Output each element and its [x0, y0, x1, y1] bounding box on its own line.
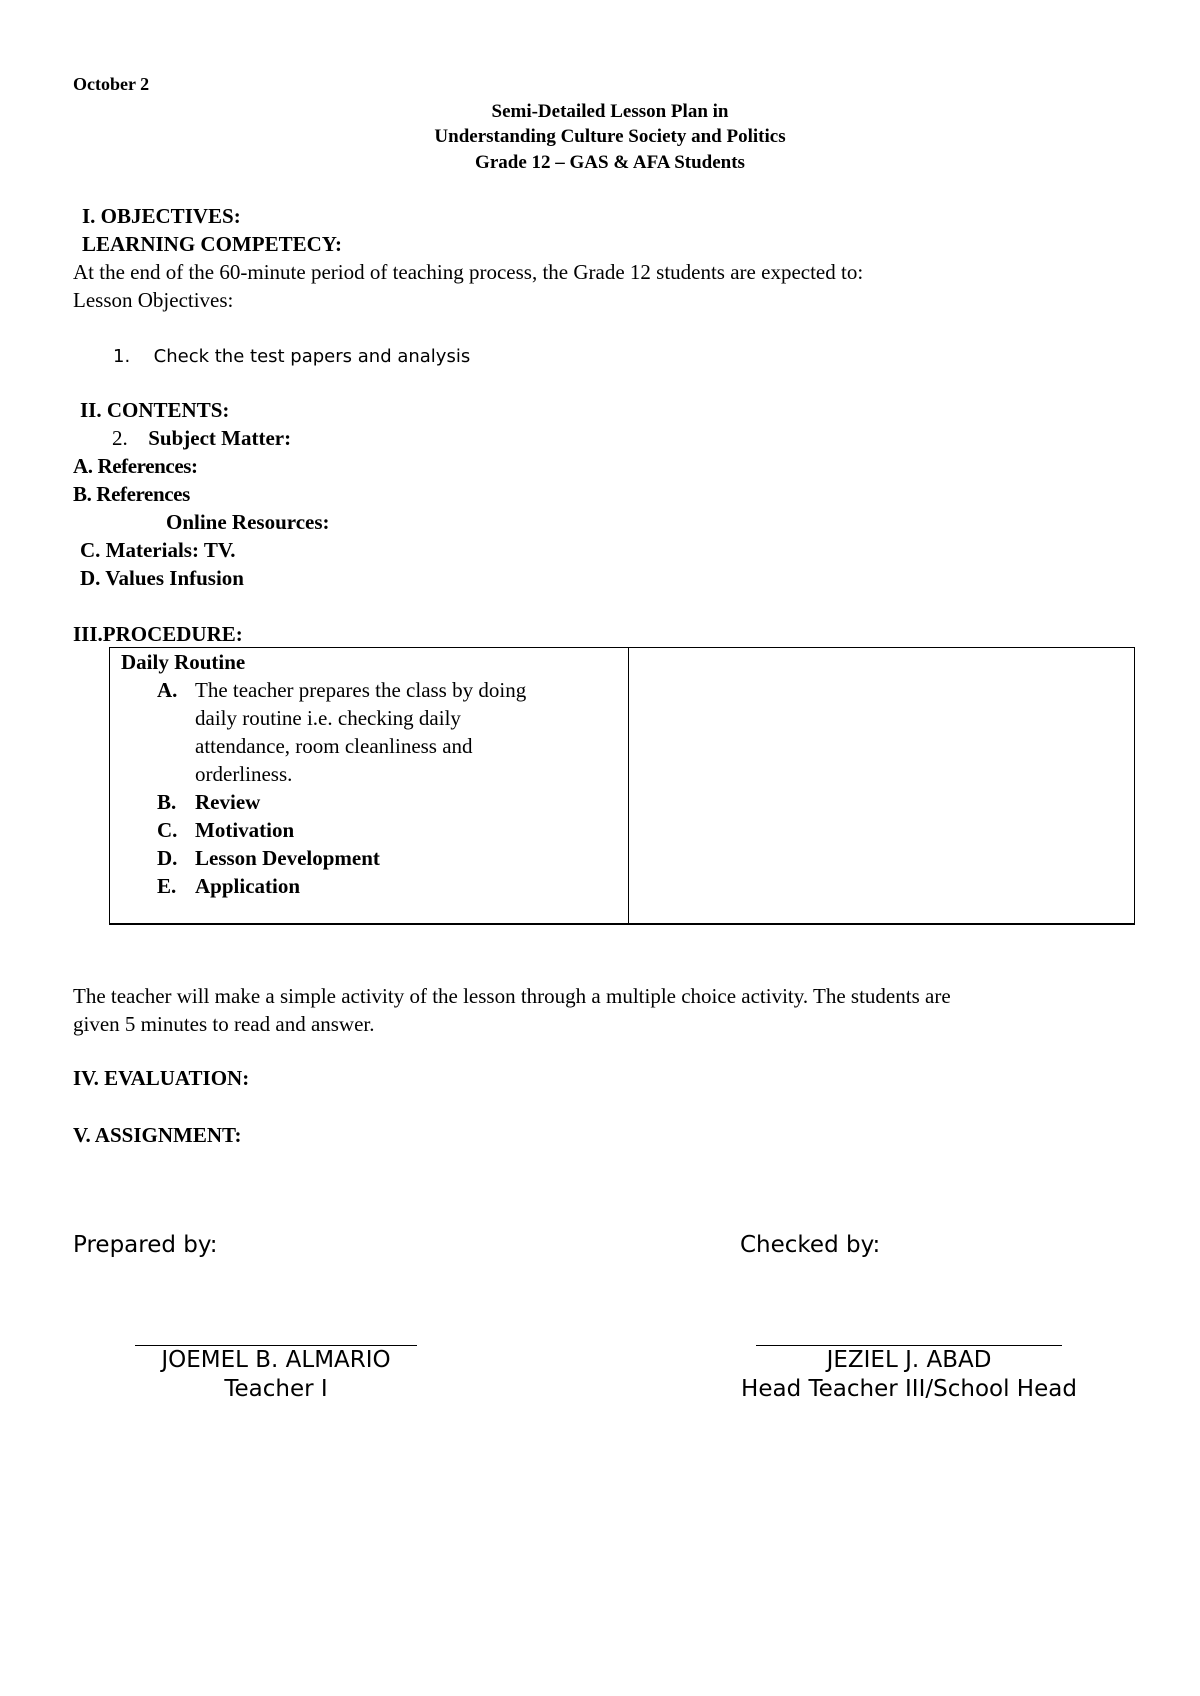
values-infusion: D. Values Infusion [80, 566, 244, 590]
daily-routine-title: Daily Routine [121, 650, 246, 674]
title-line-3: Grade 12 – GAS & AFA Students [475, 152, 745, 173]
procedure-a-line-2: daily routine i.e. checking daily [195, 706, 461, 730]
preparer-signature-line [135, 1345, 417, 1346]
prepared-by-label: Prepared by: [73, 1232, 218, 1258]
title-line-2: Understanding Culture Society and Politics [434, 126, 786, 147]
references-a: A. References: [73, 454, 198, 478]
checker-signature-line [756, 1345, 1062, 1346]
subject-matter [112, 426, 291, 451]
objective-marker: 1. [113, 346, 131, 367]
procedure-marker-c: C. [157, 818, 178, 842]
lesson-objectives-label: Lesson Objectives: [73, 288, 234, 312]
preparer-title: Teacher I [224, 1376, 328, 1402]
title-line-1: Semi-Detailed Lesson Plan in [491, 101, 729, 122]
references-b: B. References [73, 482, 190, 506]
online-resources: Online Resources: [166, 510, 330, 534]
procedure-review: Review [195, 790, 261, 814]
activity-text-line-2: given 5 minutes to read and answer. [73, 1012, 375, 1036]
checker-name: JEZIEL J. ABAD [826, 1347, 992, 1373]
procedure-marker-b: B. [157, 790, 177, 814]
procedure-a-line-3: attendance, room cleanliness and [195, 734, 473, 758]
checker-title: Head Teacher III/School Head [741, 1376, 1077, 1402]
procedure-marker-e: E. [157, 874, 177, 898]
procedure-heading: III.PROCEDURE: [73, 622, 243, 646]
contents-heading: II. CONTENTS: [80, 398, 230, 422]
checked-by-label: Checked by: [740, 1232, 881, 1258]
activity-text-line-1: The teacher will make a simple activity of the lesson through a multiple choice activity. The students are [73, 984, 951, 1008]
document-date: October 2 [73, 74, 150, 94]
objective-item [113, 346, 470, 367]
learning-competency-heading: LEARNING COMPETECY: [82, 232, 342, 256]
procedure-motivation: Motivation [195, 818, 295, 842]
procedure-a-line-4: orderliness. [195, 762, 293, 786]
subject-matter-label: Subject Matter: [148, 426, 292, 450]
materials: C. Materials: TV. [80, 538, 236, 562]
procedure-a-line-1: The teacher prepares the class by doing [195, 678, 527, 702]
procedure-marker-d: D. [157, 846, 178, 870]
assignment-heading: V. ASSIGNMENT: [73, 1123, 242, 1147]
preparer-name: JOEMEL B. ALMARIO [161, 1347, 391, 1373]
objectives-intro: At the end of the 60-minute period of teaching process, the Grade 12 students are expected to: [73, 260, 864, 284]
subject-marker: 2. [112, 426, 128, 450]
procedure-application: Application [195, 874, 301, 898]
procedure-lesson-development: Lesson Development [195, 846, 380, 870]
objective-text: Check the test papers and analysis [153, 346, 471, 367]
evaluation-heading: IV. EVALUATION: [73, 1066, 250, 1090]
objectives-heading: I. OBJECTIVES: [82, 204, 241, 228]
table-divider [628, 648, 629, 923]
procedure-marker-a: A. [157, 678, 178, 702]
